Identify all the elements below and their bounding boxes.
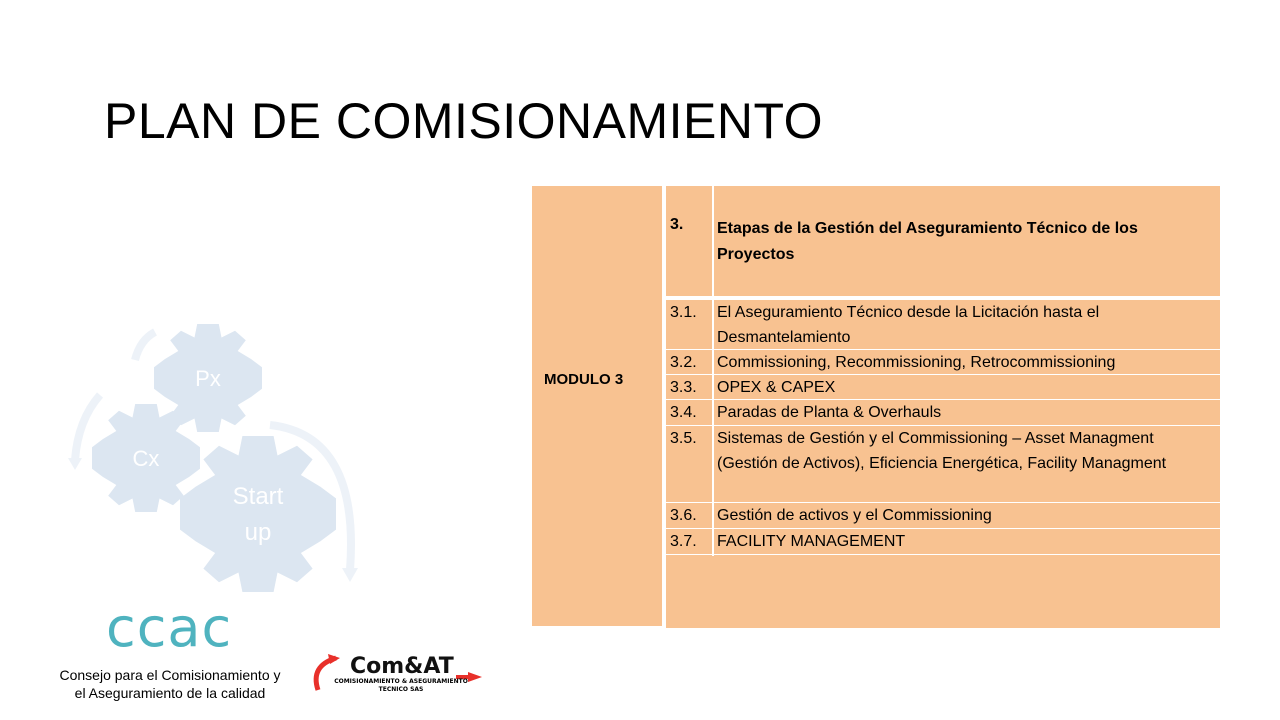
table-row bbox=[666, 350, 1220, 375]
module-label: MODULO 3 bbox=[544, 371, 624, 388]
table-row bbox=[666, 503, 1220, 529]
row-number: 3.3. bbox=[670, 379, 697, 396]
gears-graphic bbox=[60, 310, 380, 600]
row-text: Commissioning, Recommissioning, Retrocommissioning bbox=[717, 354, 1116, 371]
gear-px-label: Px bbox=[195, 366, 221, 391]
gear-cx-label: Cx bbox=[132, 446, 160, 471]
table-row bbox=[666, 400, 1220, 426]
row-number: 3.4. bbox=[670, 404, 697, 421]
comat-subtitle-line2: TECNICO SAS bbox=[378, 686, 424, 693]
slide-title: PLAN DE COMISIONAMIENTO bbox=[104, 93, 824, 149]
ccac-subtitle bbox=[50, 666, 290, 702]
module-table bbox=[666, 186, 1220, 628]
table-row bbox=[666, 375, 1220, 400]
row-text: OPEX & CAPEX bbox=[717, 379, 836, 396]
gear-up-label: up bbox=[244, 519, 272, 546]
comat-subtitle bbox=[326, 678, 476, 694]
row-text: FACILITY MANAGEMENT bbox=[717, 533, 906, 550]
table-row bbox=[666, 426, 1220, 503]
comat-logo bbox=[306, 652, 496, 702]
row-number: 3.1. bbox=[670, 304, 697, 321]
ccac-logo: ccac bbox=[106, 596, 233, 659]
ccac-subtitle-line2: el Aseguramiento de la calidad bbox=[74, 685, 266, 701]
ccac-subtitle-line1: Consejo para el Comisionamiento y bbox=[59, 667, 281, 683]
table-header-row bbox=[666, 186, 1220, 300]
row-text: Sistemas de Gestión y el Commissioning – Asset Managment (Gestión de Activos), Eficiencia Energética, Facility Managment bbox=[717, 430, 1167, 472]
row-text: Gestión de activos y el Commissioning bbox=[717, 507, 992, 524]
table-row bbox=[666, 300, 1220, 350]
row-text: El Aseguramiento Técnico desde la Licitación hasta el Desmantelamiento bbox=[717, 304, 1100, 346]
header-number: 3. bbox=[670, 216, 684, 233]
table-row bbox=[666, 529, 1220, 555]
gear-startup bbox=[180, 436, 336, 592]
arc-arrow-top bbox=[135, 332, 155, 360]
comat-name: Com&AT bbox=[350, 654, 454, 679]
row-text: Paradas de Planta & Overhauls bbox=[717, 404, 942, 421]
row-number: 3.2. bbox=[670, 354, 697, 371]
gear-start-label: Start bbox=[232, 483, 284, 510]
row-number: 3.6. bbox=[670, 507, 697, 524]
module-cell bbox=[532, 186, 662, 626]
header-text: Etapas de la Gestión del Aseguramiento Técnico de los Proyectos bbox=[717, 220, 1138, 263]
row-number: 3.7. bbox=[670, 533, 697, 550]
row-number: 3.5. bbox=[670, 430, 697, 447]
comat-subtitle-line1: COMISIONAMIENTO & ASEGURAMIENTO bbox=[334, 678, 468, 685]
